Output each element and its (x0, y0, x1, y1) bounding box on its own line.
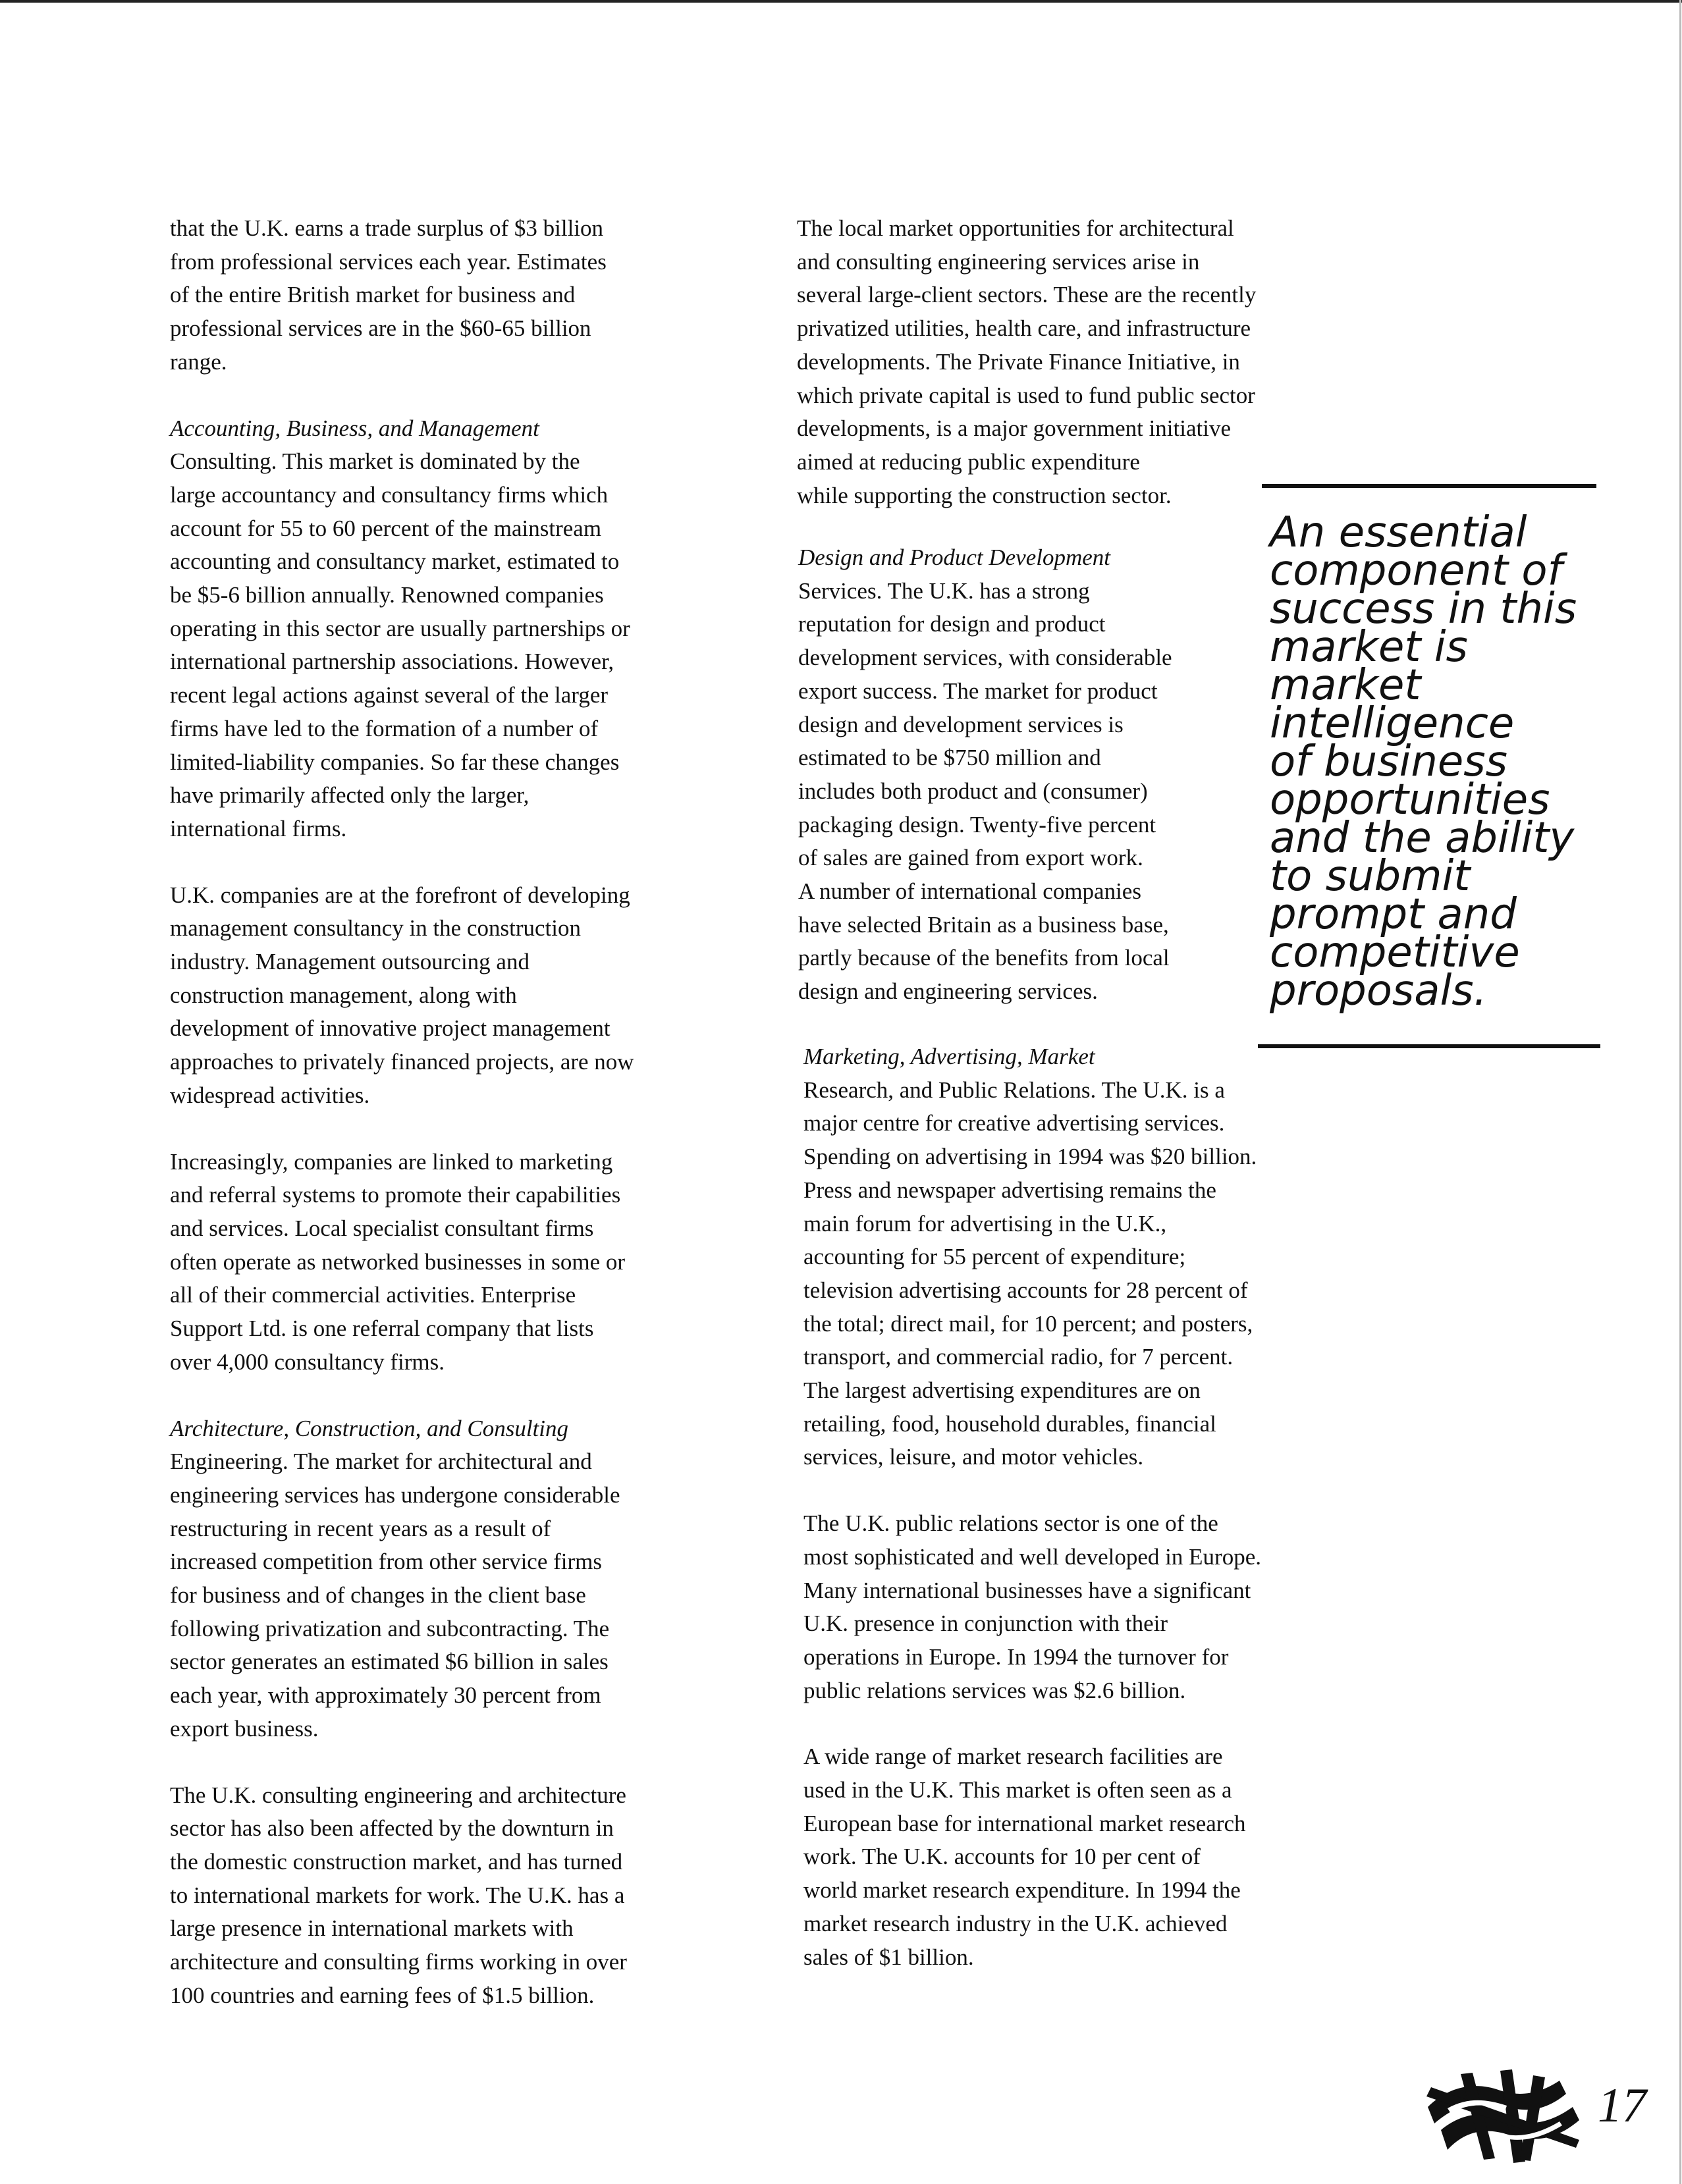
text-line: Services. The U.K. has a strong (798, 577, 1090, 604)
text-line: market research industry in the U.K. achieved (803, 1910, 1228, 1936)
text-line: most sophisticated and well developed in Europe. (803, 1543, 1261, 1570)
text-line: public relations services was $2.6 billion. (803, 1677, 1186, 1703)
text-line: partly because of the benefits from local (798, 945, 1170, 971)
text-line: Consulting. This market is dominated by the (170, 448, 580, 475)
text-line: restructuring in recent years as a result of (170, 1515, 551, 1541)
pull-quote-line: market (1270, 661, 1421, 710)
text-line: operations in Europe. In 1994 the turnover for (803, 1643, 1229, 1670)
text-line: of sales are gained from export work. (798, 845, 1143, 871)
text-line: accounting and consultancy market, estimated to (170, 548, 620, 575)
text-line: international partnership associations. However, (170, 649, 614, 675)
text-line: 100 countries and earning fees of $1.5 billion. (170, 1982, 595, 2008)
right-column-top (797, 212, 1376, 545)
pull-quote-line: component of (1270, 546, 1563, 595)
text-line: to international markets for work. The U.K. has a (170, 1882, 625, 1908)
text-line: account for 55 to 60 percent of the mainstream (170, 515, 602, 541)
section-heading: Design and Product Development (798, 545, 1111, 570)
text-line: transport, and commercial radio, for 7 percent. (803, 1344, 1234, 1370)
text-line: The local market opportunities for architectural (797, 215, 1234, 241)
text-line: European base for international market research (803, 1810, 1246, 1836)
text-line: the domestic construction market, and has turned (170, 1848, 623, 1875)
text-line: U.K. companies are at the forefront of developing (170, 882, 630, 908)
text-line: The U.K. public relations sector is one of the (803, 1510, 1218, 1537)
text-line: work. The U.K. accounts for 10 per cent of (803, 1844, 1201, 1870)
pull-quote-line: and the ability (1270, 814, 1575, 863)
text-line: The largest advertising expenditures are on (803, 1377, 1201, 1404)
pull-quote-line: success in this (1270, 585, 1577, 633)
pull-quote (1270, 508, 1612, 1015)
text-line: Spending on advertising in 1994 was $20 billion. (803, 1144, 1257, 1170)
text-line: the total; direct mail, for 10 percent; and posters, (803, 1310, 1253, 1337)
paragraph-market-research (803, 1740, 1396, 1974)
text-line: international firms. (170, 815, 347, 841)
pull-quote-rule-top (1262, 484, 1596, 488)
text-line: and services. Local specialist consultant firms (170, 1215, 594, 1241)
text-line: have primarily affected only the larger, (170, 782, 529, 809)
text-line: estimated to be $750 million and (798, 745, 1101, 771)
text-line: retailing, food, household durables, financial (803, 1410, 1216, 1437)
text-line: privatized utilities, health care, and infrastructure (797, 315, 1251, 342)
section-heading: Marketing, Advertising, Market (803, 1044, 1095, 1069)
text-line: sales of $1 billion. (803, 1944, 974, 1970)
pull-quote-line: opportunities (1270, 776, 1550, 824)
pull-quote-line: competitive (1270, 928, 1520, 977)
text-line: developments. The Private Finance Initiative, in (797, 348, 1240, 375)
text-line: Many international businesses have a significant (803, 1577, 1251, 1603)
text-line: services, leisure, and motor vehicles. (803, 1444, 1144, 1470)
text-line: Research, and Public Relations. The U.K. is a (803, 1077, 1225, 1103)
pull-quote-line: prompt and (1270, 890, 1517, 939)
paragraph-consulting-engineering (170, 1779, 749, 2013)
text-line: construction management, along with (170, 982, 517, 1008)
text-line: large presence in international markets with (170, 1915, 574, 1942)
text-line: industry. Management outsourcing and (170, 949, 529, 975)
text-line: main forum for advertising in the U.K., (803, 1210, 1167, 1237)
text-line: while supporting the construction sector. (797, 482, 1172, 508)
text-line: that the U.K. earns a trade surplus of $3 billion (170, 215, 604, 241)
text-line: engineering services has undergone considerable (170, 1481, 620, 1508)
text-line: development services, with considerable (798, 645, 1172, 671)
text-line: sector has also been affected by the downturn in (170, 1815, 614, 1842)
text-line: over 4,000 consultancy firms. (170, 1348, 445, 1375)
text-line: and referral systems to promote their capabilities (170, 1182, 621, 1208)
text-line: increased competition from other service firms (170, 1549, 603, 1575)
text-line: design and development services is (798, 711, 1124, 737)
paragraph-design-product (798, 541, 1259, 1009)
text-line: architecture and consulting firms working in over (170, 1949, 627, 1975)
paragraph-management-consultancy (170, 879, 749, 1113)
paragraph-marketing (803, 1040, 1396, 1474)
text-line: each year, with approximately 30 percent from (170, 1682, 601, 1709)
text-line: A wide range of market research facilities are (803, 1744, 1223, 1770)
text-line: of the entire British market for business and (170, 282, 576, 308)
text-line: widespread activities. (170, 1082, 370, 1108)
text-line: packaging design. Twenty-five percent (798, 811, 1156, 838)
union-flag-icon (1421, 2067, 1592, 2166)
pull-quote-line: market is (1270, 623, 1468, 672)
text-line: Increasingly, companies are linked to marketing (170, 1148, 613, 1175)
text-line: from professional services each year. Estimates (170, 248, 607, 275)
text-line: includes both product and (consumer) (798, 778, 1148, 804)
text-line: U.K. presence in conjunction with their (803, 1611, 1168, 1637)
text-line: reputation for design and product (798, 611, 1106, 637)
text-line: large accountancy and consultancy firms which (170, 481, 609, 508)
paragraph-referral-systems (170, 1146, 749, 1379)
paragraph-local-opportunities (797, 212, 1376, 512)
right-column-bottom (803, 1040, 1396, 2007)
text-line: for business and of changes in the client base (170, 1582, 586, 1609)
text-line: limited-liability companies. So far these changes (170, 749, 620, 775)
page-edge (1679, 0, 1681, 2184)
text-line: Engineering. The market for architectural and (170, 1449, 592, 1475)
text-line: be $5-6 billion annually. Renowned companies (170, 582, 604, 608)
left-column (170, 212, 749, 2045)
text-line: following privatization and subcontracting. The (170, 1615, 610, 1641)
text-line: television advertising accounts for 28 percent of (803, 1277, 1248, 1303)
text-line: operating in this sector are usually partnerships or (170, 615, 630, 641)
text-line: used in the U.K. This market is often seen as a (803, 1777, 1232, 1803)
text-line: export success. The market for product (798, 678, 1158, 704)
section-heading: Accounting, Business, and Management (170, 415, 539, 441)
text-line: Support Ltd. is one referral company that lists (170, 1316, 594, 1342)
page-number: 17 (1598, 2079, 1646, 2133)
pull-quote-line: proposals. (1270, 967, 1487, 1015)
paragraph-public-relations (803, 1507, 1396, 1707)
text-line: professional services are in the $60-65 billion (170, 315, 591, 342)
text-line: major centre for creative advertising services. (803, 1110, 1225, 1136)
text-line: design and engineering services. (798, 978, 1098, 1005)
top-rule (0, 0, 1682, 3)
right-column-middle (798, 541, 1259, 1042)
text-line: The U.K. consulting engineering and architecture (170, 1782, 626, 1808)
text-line: accounting for 55 percent of expenditure; (803, 1244, 1186, 1270)
pull-quote-line: intelligence (1270, 699, 1515, 748)
pull-quote-line: to submit (1270, 852, 1471, 901)
text-line: management consultancy in the construction (170, 915, 581, 942)
paragraph-trade-surplus (170, 212, 749, 379)
pull-quote-line: An essential (1270, 508, 1527, 557)
text-line: aimed at reducing public expenditure (797, 448, 1140, 475)
text-line: recent legal actions against several of the larger (170, 682, 609, 708)
text-line: development of innovative project management (170, 1015, 610, 1042)
text-line: several large-client sectors. These are the recently (797, 282, 1257, 308)
text-line: and consulting engineering services arise in (797, 248, 1200, 275)
text-line: A number of international companies (798, 878, 1141, 905)
text-line: often operate as networked businesses in some or (170, 1248, 626, 1275)
text-line: which private capital is used to fund public sector (797, 382, 1255, 408)
section-heading: Architecture, Construction, and Consulting (170, 1415, 569, 1441)
text-line: all of their commercial activities. Enterprise (170, 1282, 576, 1308)
text-line: approaches to privately financed projects, are now (170, 1049, 634, 1075)
text-line: have selected Britain as a business base, (798, 911, 1169, 938)
text-line: range. (170, 348, 227, 375)
text-line: sector generates an estimated $6 billion in sales (170, 1649, 609, 1675)
paragraph-architecture (170, 1412, 749, 1746)
text-line: export business. (170, 1715, 319, 1742)
text-line: Press and newspaper advertising remains the (803, 1177, 1216, 1203)
text-line: developments, is a major government initiative (797, 415, 1232, 442)
text-line: world market research expenditure. In 1994 the (803, 1877, 1241, 1904)
text-line: firms have led to the formation of a number of (170, 715, 599, 741)
pull-quote-line: of business (1270, 737, 1507, 786)
paragraph-accounting (170, 412, 749, 846)
